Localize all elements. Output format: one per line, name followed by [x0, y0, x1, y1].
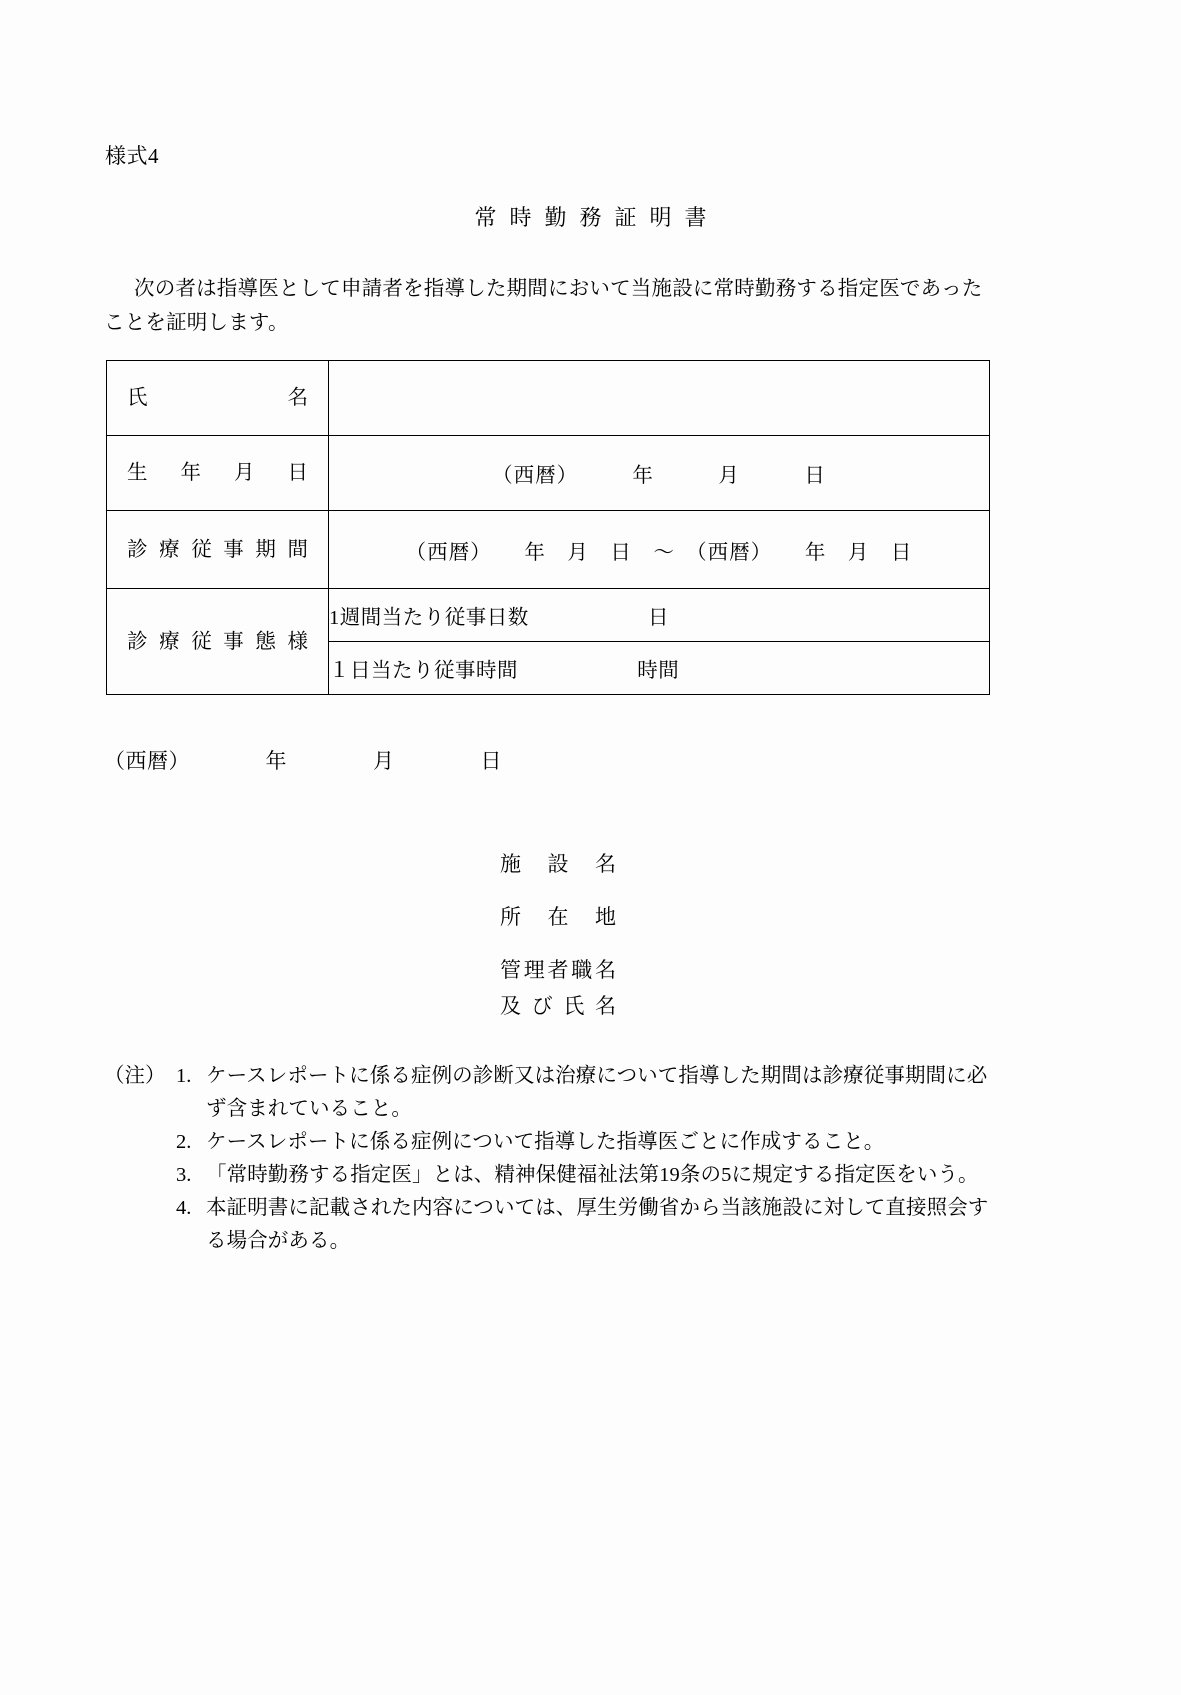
intro-paragraph: 次の者は指導医として申請者を指導した期間において当施設に常時勤務する指定医であったことを証明します。	[104, 278, 983, 334]
note-item	[176, 1126, 1004, 1159]
label-hours-per-day: １日当たり従事時間	[329, 660, 518, 682]
label-days-per-week: 1週間当たり従事日数	[329, 607, 529, 629]
note-text: 本証明書に記載された内容については、厚生労働省から当該施設に対して直接照会する場合がある。	[206, 1197, 989, 1252]
value-practice-period: （西暦） 年 月 日 ～ （西暦） 年 月 日	[405, 541, 913, 564]
table-row-practice-period	[107, 511, 990, 589]
note-number: 1.	[176, 1065, 192, 1087]
notes-heading: （注）	[104, 1065, 166, 1087]
label-cell-practice-period	[107, 511, 329, 589]
note-text: ケースレポートに係る症例について指導した指導医ごとに作成すること。	[206, 1131, 885, 1153]
note-text: ケースレポートに係る症例の診断又は治療について指導した期間は診療従事期間に必ず含まれていること。	[206, 1065, 988, 1120]
value-cell-name[interactable]	[329, 361, 990, 436]
notes-section	[104, 1060, 1004, 1258]
manager-name-label: 及び氏名	[500, 994, 616, 1018]
label-work-mode: 診療従事態様	[127, 630, 308, 653]
label-name: 氏名	[127, 387, 308, 409]
label-practice-period: 診療従事期間	[127, 538, 308, 561]
notes-list	[176, 1060, 1004, 1258]
issue-date-line[interactable]: （西暦） 年 月 日	[104, 749, 502, 773]
unit-days: 日	[648, 607, 669, 629]
value-cell-practice-period[interactable]	[329, 511, 990, 589]
note-number: 2.	[176, 1131, 192, 1153]
value-cell-hours-per-day[interactable]	[329, 642, 990, 695]
manager-title-label: 管理者職名	[500, 958, 616, 982]
table-row-name	[107, 361, 990, 436]
label-cell-name	[107, 361, 329, 436]
form-number: 様式4	[105, 144, 159, 168]
table-row-birthdate	[107, 436, 990, 511]
certificate-table	[106, 360, 990, 695]
document-title: 常時勤務証明書	[474, 205, 720, 230]
note-number: 4.	[176, 1197, 192, 1219]
note-item	[176, 1159, 1004, 1192]
unit-hours: 時間	[637, 660, 680, 682]
facility-name-label: 施設名	[500, 852, 616, 876]
note-item	[176, 1192, 1004, 1258]
table-row-work-mode-days	[107, 589, 990, 642]
label-cell-birthdate	[107, 436, 329, 511]
note-text: 「常時勤務する指定医」とは、精神保健福祉法第19条の5に規定する指定医をいう。	[206, 1164, 979, 1186]
value-cell-birthdate[interactable]	[329, 436, 990, 511]
value-cell-days-per-week[interactable]	[329, 589, 990, 642]
note-item	[176, 1060, 1004, 1126]
note-number: 3.	[176, 1164, 192, 1186]
value-birthdate: （西暦） 年 月 日	[492, 465, 826, 487]
signature-block	[500, 848, 616, 1020]
label-birthdate: 生年月日	[127, 462, 308, 484]
address-label: 所在地	[500, 905, 616, 929]
label-cell-work-mode	[107, 589, 329, 695]
